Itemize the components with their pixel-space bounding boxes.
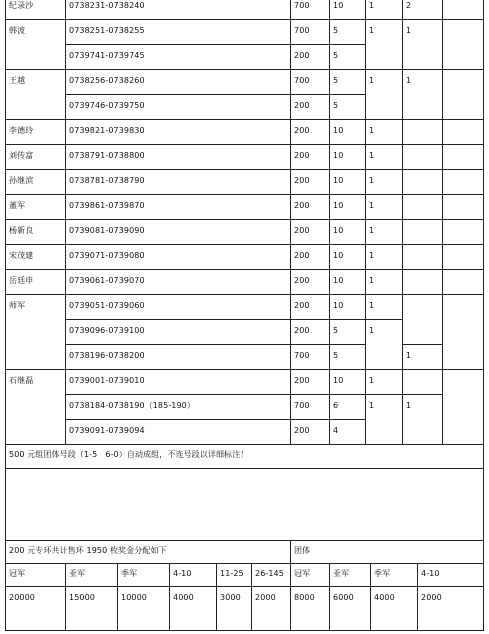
grid-line-vertical bbox=[417, 563, 418, 630]
price-value: 200 bbox=[294, 276, 310, 285]
count-value: 10 bbox=[333, 376, 344, 385]
grid-line-horizontal bbox=[5, 269, 484, 270]
price-value: 700 bbox=[294, 76, 310, 85]
grid-line-vertical bbox=[65, 0, 66, 444]
col6-value: 1 bbox=[406, 76, 412, 85]
team-amount: 8000 bbox=[294, 593, 315, 602]
grid-line-horizontal bbox=[5, 563, 484, 564]
price-value: 200 bbox=[294, 426, 310, 435]
number-range: 0739051-0739060 bbox=[69, 301, 145, 310]
grid-line-vertical bbox=[483, 0, 484, 444]
grid-line-horizontal bbox=[5, 294, 484, 295]
grid-line-horizontal bbox=[365, 394, 403, 395]
count-value: 4 bbox=[333, 426, 339, 435]
grid-line-vertical bbox=[329, 563, 330, 630]
count-value: 6 bbox=[333, 401, 339, 410]
count-value: 10 bbox=[333, 226, 344, 235]
col5-value: 1 bbox=[369, 151, 375, 160]
grid-line-horizontal bbox=[5, 119, 484, 120]
grid-line-horizontal bbox=[5, 219, 484, 220]
holder-name: 董军 bbox=[9, 201, 26, 210]
col5-value: 1 bbox=[369, 376, 375, 385]
price-value: 700 bbox=[294, 401, 310, 410]
count-value: 10 bbox=[333, 1, 344, 10]
grid-line-vertical bbox=[442, 0, 443, 444]
prize-amount: 3000 bbox=[220, 593, 241, 602]
holder-name: 纪录沙 bbox=[9, 1, 34, 10]
holder-name: 韩波 bbox=[9, 26, 26, 35]
holder-name: 李德玲 bbox=[9, 126, 34, 135]
col5-value: 1 bbox=[369, 26, 375, 35]
price-value: 200 bbox=[294, 376, 310, 385]
grid-line-vertical bbox=[290, 0, 291, 444]
prize-amount: 2000 bbox=[255, 593, 276, 602]
grid-line-horizontal bbox=[65, 419, 366, 420]
team-rank-label: 亚军 bbox=[333, 569, 350, 578]
number-range: 0739071-0739080 bbox=[69, 251, 145, 260]
price-value: 200 bbox=[294, 51, 310, 60]
col5-value: 1 bbox=[369, 76, 375, 85]
grid-line-vertical bbox=[402, 0, 403, 444]
number-range: 0738781-0738790 bbox=[69, 176, 145, 185]
grid-line-vertical bbox=[483, 540, 484, 630]
grid-line-vertical bbox=[5, 540, 6, 630]
grid-line-vertical bbox=[5, 444, 6, 540]
grid-line-horizontal bbox=[5, 144, 484, 145]
number-range: 0738791-0738800 bbox=[69, 151, 145, 160]
grid-line-horizontal bbox=[5, 444, 484, 445]
price-value: 200 bbox=[294, 176, 310, 185]
prize-rank-label: 冠军 bbox=[9, 569, 26, 578]
count-value: 10 bbox=[333, 201, 344, 210]
prize-rank-label: 亚军 bbox=[69, 569, 86, 578]
number-range: 0739096-0739100 bbox=[69, 326, 145, 335]
team-title: 团体 bbox=[294, 546, 311, 555]
grid-line-horizontal bbox=[65, 344, 366, 345]
col5-value: 1 bbox=[369, 301, 375, 310]
price-value: 700 bbox=[294, 26, 310, 35]
holder-name: 孙继滨 bbox=[9, 176, 34, 185]
number-range: 0738196-0738200 bbox=[69, 351, 145, 360]
team-amount: 4000 bbox=[374, 593, 395, 602]
grid-line-horizontal bbox=[65, 94, 366, 95]
number-range: 0739821-0739830 bbox=[69, 126, 145, 135]
grid-line-horizontal bbox=[402, 394, 443, 395]
team-rank-label: 冠军 bbox=[294, 569, 311, 578]
col5-value: 1 bbox=[369, 251, 375, 260]
grid-line-horizontal bbox=[5, 586, 484, 587]
team-amount: 2000 bbox=[421, 593, 442, 602]
grid-line-horizontal bbox=[5, 630, 484, 631]
team-amount: 6000 bbox=[333, 593, 354, 602]
count-value: 5 bbox=[333, 351, 339, 360]
grid-line-horizontal bbox=[5, 19, 484, 20]
col6-value: 1 bbox=[406, 26, 412, 35]
holder-name: 宋茂建 bbox=[9, 251, 34, 260]
number-range: 0738256-0738260 bbox=[69, 76, 145, 85]
grid-line-horizontal bbox=[5, 540, 484, 541]
col5-value: 1 bbox=[369, 176, 375, 185]
number-range: 0738251-0738255 bbox=[69, 26, 145, 35]
number-range: 0739061-0739070 bbox=[69, 276, 145, 285]
col6-value: 2 bbox=[406, 1, 412, 10]
prize-rank-label: 季军 bbox=[121, 569, 138, 578]
price-value: 700 bbox=[294, 1, 310, 10]
price-value: 200 bbox=[294, 326, 310, 335]
number-range: 0739861-0739870 bbox=[69, 201, 145, 210]
number-range: 0739081-0739090 bbox=[69, 226, 145, 235]
grid-line-horizontal bbox=[5, 194, 484, 195]
col5-value: 1 bbox=[369, 126, 375, 135]
number-range: 0739746-0739750 bbox=[69, 101, 145, 110]
grid-line-vertical bbox=[370, 563, 371, 630]
prize-rank-label: 4-10 bbox=[173, 569, 192, 578]
price-value: 200 bbox=[294, 301, 310, 310]
price-value: 200 bbox=[294, 126, 310, 135]
count-value: 10 bbox=[333, 301, 344, 310]
prize-amount: 10000 bbox=[121, 593, 147, 602]
col5-value: 1 bbox=[369, 226, 375, 235]
grid-line-horizontal bbox=[5, 468, 484, 469]
grid-line-vertical bbox=[117, 563, 118, 630]
col5-value: 1 bbox=[369, 401, 375, 410]
prize-amount: 20000 bbox=[9, 593, 35, 602]
holder-name: 师军 bbox=[9, 301, 26, 310]
prize-amount: 4000 bbox=[173, 593, 194, 602]
price-value: 200 bbox=[294, 251, 310, 260]
grid-line-horizontal bbox=[5, 169, 484, 170]
grid-line-vertical bbox=[483, 444, 484, 540]
count-value: 10 bbox=[333, 251, 344, 260]
grid-line-vertical bbox=[365, 0, 366, 444]
grid-line-horizontal bbox=[365, 319, 403, 320]
count-value: 10 bbox=[333, 276, 344, 285]
holder-name: 刘传富 bbox=[9, 151, 34, 160]
price-value: 200 bbox=[294, 201, 310, 210]
price-value: 200 bbox=[294, 226, 310, 235]
prize-amount: 15000 bbox=[69, 593, 95, 602]
price-value: 700 bbox=[294, 351, 310, 360]
prize-rank-label: 11-25 bbox=[220, 569, 244, 578]
number-range: 0738231-0738240 bbox=[69, 1, 145, 10]
count-value: 10 bbox=[333, 126, 344, 135]
grid-line-horizontal bbox=[5, 244, 484, 245]
col5-value: 1 bbox=[369, 326, 375, 335]
price-value: 200 bbox=[294, 101, 310, 110]
grid-line-vertical bbox=[169, 563, 170, 630]
count-value: 5 bbox=[333, 101, 339, 110]
grid-line-horizontal bbox=[65, 319, 366, 320]
grid-line-horizontal bbox=[65, 394, 366, 395]
grid-line-vertical bbox=[65, 563, 66, 630]
holder-name: 石继磊 bbox=[9, 376, 34, 385]
count-value: 10 bbox=[333, 176, 344, 185]
grid-line-vertical bbox=[216, 563, 217, 630]
count-value: 5 bbox=[333, 326, 339, 335]
team-rank-label: 季军 bbox=[374, 569, 391, 578]
col5-value: 1 bbox=[369, 276, 375, 285]
count-value: 5 bbox=[333, 51, 339, 60]
number-range: 0739091-0739094 bbox=[69, 426, 145, 435]
count-value: 10 bbox=[333, 151, 344, 160]
count-value: 5 bbox=[333, 76, 339, 85]
prize-rank-label: 26-145 bbox=[255, 569, 284, 578]
holder-name: 杨新良 bbox=[9, 226, 34, 235]
col6-value: 1 bbox=[406, 351, 412, 360]
note-text: 500 元组团体号段（1-5 6-0）自动成组，不连号段以详细标注！ bbox=[9, 450, 249, 459]
grid-line-horizontal bbox=[402, 344, 443, 345]
price-value: 200 bbox=[294, 151, 310, 160]
count-value: 5 bbox=[333, 26, 339, 35]
summary-title: 200 元专环共计售环 1950 枚奖金分配如下 bbox=[9, 546, 167, 555]
grid-line-horizontal bbox=[65, 44, 366, 45]
holder-name: 王越 bbox=[9, 76, 26, 85]
grid-line-vertical bbox=[5, 0, 6, 444]
holder-name: 岳廷申 bbox=[9, 276, 34, 285]
col6-value: 1 bbox=[406, 401, 412, 410]
col5-value: 1 bbox=[369, 201, 375, 210]
number-range: 0739741-0739745 bbox=[69, 51, 145, 60]
grid-line-horizontal bbox=[5, 369, 484, 370]
number-range: 0739001-0739010 bbox=[69, 376, 145, 385]
grid-line-horizontal bbox=[5, 69, 484, 70]
col5-value: 1 bbox=[369, 1, 375, 10]
grid-line-vertical bbox=[290, 540, 291, 630]
team-rank-label: 4-10 bbox=[421, 569, 440, 578]
number-range: 0738184-0738190（185-190） bbox=[69, 401, 195, 410]
grid-line-vertical bbox=[251, 563, 252, 630]
grid-line-vertical bbox=[329, 0, 330, 444]
